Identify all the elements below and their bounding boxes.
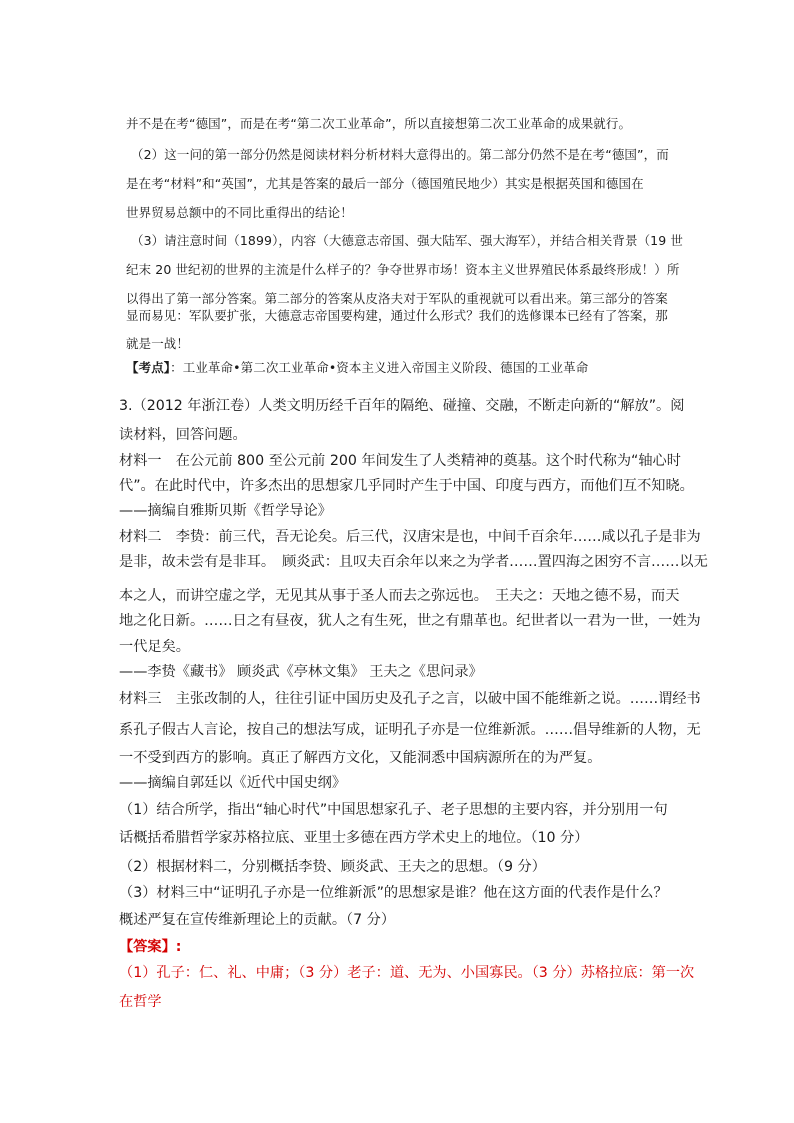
material-2-line: 是非，故未尝有是非耳。 顾炎武：且叹夫百余年以来之为学者……置四海之困穷不言……以无: [119, 554, 708, 570]
material-3-line: 材料三 主张改制的人，往往引证中国历史及孔子之言，以破中国不能维新之说。……谓经书: [119, 691, 701, 707]
sub-question-3: （3）材料三中“证明孔子亦是一位维新派”的思想家是谁？他在这方面的代表作是什么？: [119, 885, 668, 901]
sub-question-2: （2）根据材料二，分别概括李贽、顾炎武、王夫之的思想。（9 分）: [119, 859, 546, 875]
explanation-line: 以得出了第一部分答案。第二部分的答案从皮洛夫对于军队的重视就可以看出来。第三部分的答案: [126, 291, 668, 306]
material-3-source: ——摘编自郭廷以《近代中国史纲》: [119, 775, 347, 791]
sub-question-1: （1）结合所学，指出“轴心时代”中国思想家孔子、老子思想的主要内容，并分别用一句: [119, 802, 668, 818]
material-1-line: 材料一 在公元前 800 至公元前 200 年间发生了人类精神的奠基。这个时代称为“轴心时: [119, 453, 681, 469]
material-2-line: 一代足矣。: [119, 639, 190, 655]
material-3-line: 一不受到西方的影响。真正了解西方文化，又能洞悉中国病源所在的为严复。: [119, 750, 602, 766]
material-2-line: 地之化日新。……日之有昼夜，犹人之有生死，世之有鼎革也。纪世者以一君为一世，一姓为: [119, 613, 701, 629]
explanation-line: （2）这一问的第一部分仍然是阅读材料分析材料大意得出的。第二部分仍然不是在考“德国”，而: [131, 147, 669, 162]
explanation-line: 显而易见：军队要扩张，大德意志帝国要构建，通过什么形式？我们的选修课本已经有了答案，那: [126, 308, 668, 323]
material-1-line: 代”。在此时代中，许多杰出的思想家几乎同时产生于中国、印度与西方，而他们互不知晓。: [119, 478, 694, 494]
sub-question-3: 概述严复在宣传维新理论上的贡献。（7 分）: [119, 912, 396, 928]
material-3-line: 系孔子假古人言论，按自己的想法写成，证明孔子亦是一位维新派。……倡导维新的人物，无: [119, 722, 701, 738]
answer-line: 在哲学: [119, 994, 162, 1010]
question-intro: 3.（2012 年浙江卷）人类文明历经千百年的隔绝、碰撞、交融，不断走向新的“解放”。阅: [119, 398, 685, 414]
material-2-source: ——李贽《藏书》 顾炎武《亭林文集》 王夫之《思问录》: [119, 664, 483, 680]
kaodian-label: 【考点】: [126, 360, 171, 375]
material-2-line: 材料二 李贽：前三代，吾无论矣。后三代，汉唐宋是也，中间千百余年……咸以孔子是非为: [119, 529, 701, 545]
sub-question-1: 话概括希腊哲学家苏格拉底、亚里士多德在西方学术史上的地位。（10 分）: [119, 830, 589, 846]
material-1-source: ——摘编自雅斯贝斯《哲学导论》: [119, 503, 332, 519]
explanation-line: 世界贸易总额中的不同比重得出的结论！: [126, 205, 353, 220]
kaodian-text: ：工业革命•第二次工业革命•资本主义进入帝国主义阶段、德国的工业革命: [170, 360, 589, 375]
question-intro: 读材料，回答问题。: [119, 427, 247, 443]
explanation-line: 就是一战！: [126, 336, 190, 351]
material-2-line: 本之人，而讲空虚之学，无见其从事于圣人而去之弥远也。 王夫之：天地之德不易，而天: [119, 588, 680, 604]
explanation-line: （3）请注意时间（1899），内容（大德意志帝国、强大陆军、强大海军），并结合相关背景（19 世: [131, 233, 683, 248]
explanation-line: 并不是在考“德国”，而是在考“第二次工业革命”，所以直接想第二次工业革命的成果就行。: [126, 116, 632, 131]
answer-label: 【答案】:: [119, 939, 182, 955]
explanation-line: 是在考“材料”和“英国”，尤其是答案的最后一部分（德国殖民地少）其实是根据英国和德国在: [126, 176, 644, 191]
explanation-line: 纪末 20 世纪初的世界的主流是什么样子的？争夺世界市场！资本主义世界殖民体系最终形成！）所: [126, 262, 680, 277]
answer-line: （1）孔子：仁、礼、中庸；（3 分）老子：道、无为、小国寡民。（3 分）苏格拉底：第一次: [119, 965, 695, 981]
kaodian-line: [126, 362, 588, 375]
